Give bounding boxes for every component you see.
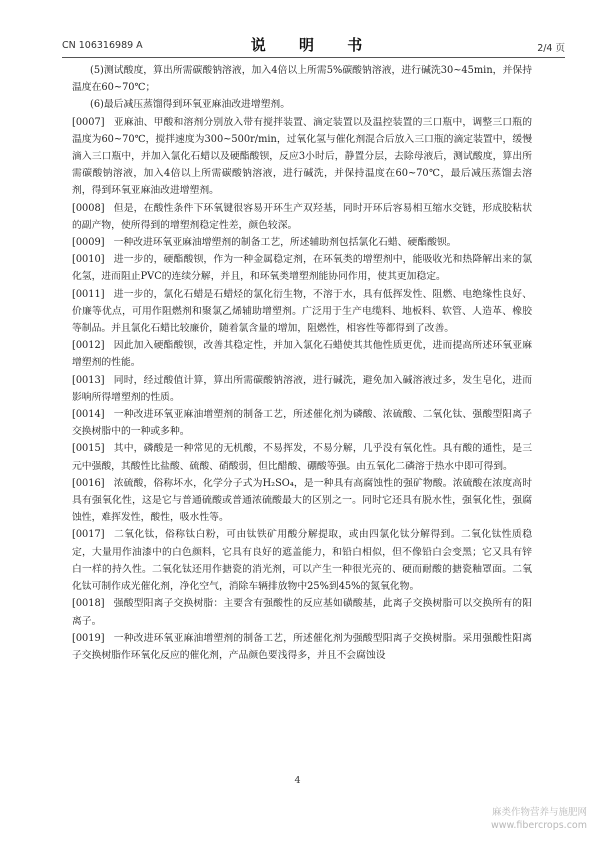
page-title: 说 明 书 bbox=[250, 36, 377, 54]
paragraph bbox=[72, 475, 532, 527]
paragraph bbox=[72, 406, 532, 440]
paragraph-text: 一种改进环氧亚麻油增塑剂的制备工艺，所述辅助剂包括氯化石蜡、硬酯酸钡。 bbox=[113, 237, 457, 249]
paragraph-number: [0015] bbox=[72, 443, 105, 455]
paragraph-text: 进一步的，氯化石蜡是石蜡烃的氯化衍生物，不溶于水，具有低挥发性、阻燃、电绝缘性良好、价廉等优点，可用作阻燃剂和聚氯乙烯辅助增塑剂。广泛用于生产电缆料、地板料、软管、人造革、橡胶等制品。并且氯化石蜡比较廉价，随着氯含量的增加，阻燃性，相容性等都得到了改善。 bbox=[72, 288, 532, 335]
document-body bbox=[72, 62, 532, 664]
paragraph bbox=[72, 286, 532, 338]
paragraph-number: [0018] bbox=[72, 598, 105, 610]
paragraph bbox=[72, 200, 532, 234]
paragraph-number: [0009] bbox=[72, 237, 105, 249]
paragraph-number: [0012] bbox=[72, 340, 105, 352]
paragraph-text: 一种改进环氧亚麻油增塑剂的制备工艺，所述催化剂为磷酸、浓硫酸、二氧化钛、强酸型阳离子交换树脂中的一种或多种。 bbox=[72, 409, 532, 438]
paragraph bbox=[72, 234, 532, 251]
paragraph-number: [0019] bbox=[72, 632, 105, 644]
paragraph-number: [0017] bbox=[72, 529, 105, 541]
page-header bbox=[62, 34, 565, 54]
watermark-url: www.fibercrops.com bbox=[490, 820, 587, 831]
paragraph-text: 但是，在酸性条件下环氧键很容易开环生产双羟基，同时开环后容易相互缩水交链，形成胶粘状的副产物，使所得到的增塑剂稳定性差，颜色较深。 bbox=[72, 202, 532, 231]
paragraph bbox=[72, 595, 532, 629]
paragraph bbox=[72, 372, 532, 406]
paragraph-number: [0011] bbox=[72, 288, 105, 300]
paragraph-text: 浓硫酸，俗称坏水，化学分子式为H₂SO₄，是一种具有高腐蚀性的强矿物酸。浓硫酸在浓度高时具有强氧化性，这是它与普通硫酸或普通浓硫酸最大的区别之一。同时它还具有脱水性，强氧化性，强腐蚀性，难挥发性，酸性，吸水性等。 bbox=[72, 477, 532, 524]
page-number: 4 bbox=[294, 775, 301, 786]
paragraph-text: 因此加入硬酯酸钡，改善其稳定性，并加入氯化石蜡使其其他性质更优，进而提高所述环氧亚麻增塑剂的性能。 bbox=[72, 340, 532, 369]
paragraph-text: (6)最后减压蒸馏得到环氧亚麻油改进增塑剂。 bbox=[90, 99, 291, 111]
paragraph bbox=[72, 526, 532, 595]
paragraph bbox=[72, 337, 532, 371]
site-watermark bbox=[491, 806, 587, 832]
watermark-title: 麻类作物营养与施肥网 bbox=[491, 807, 587, 818]
paragraph bbox=[72, 630, 532, 664]
document-id: CN 106316989 A bbox=[62, 40, 143, 51]
paragraph bbox=[72, 62, 532, 96]
paragraph-number: [0008] bbox=[72, 202, 105, 214]
paragraph-text: 亚麻油、甲酸和溶剂分别放入带有搅拌装置、滴定装置以及温控装置的三口瓶中，调整三口瓶的温度为60~70℃，搅拌速度为300~500r/min，过氧化氢与催化剂混合后放入三口瓶的滴定装置中，缓慢滴入三口瓶中，并加入氯化石蜡以及硬酯酸钡，反应3小时后，静置分层，去除母液后，测试酸度，算出所需碳酸钠溶液，加入4倍以上所需碳酸钠溶液，进行碱洗，并保持温度在60~70℃，最后减压蒸馏去溶剂，得到环氧亚麻油改进增塑剂。 bbox=[72, 116, 532, 197]
paragraph-text: 强酸型阳离子交换树脂：主要含有强酸性的反应基如磺酸基，此离子交换树脂可以交换所有的阳离子。 bbox=[72, 598, 532, 627]
paragraph-number: [0007] bbox=[72, 116, 105, 128]
page-indicator: 2/4 页 bbox=[537, 43, 565, 54]
paragraph-text: 同时，经过酸值计算，算出所需碳酸钠溶液，进行碱洗，避免加入碱溶液过多，发生皂化，进而影响所得增塑剂的性质。 bbox=[72, 374, 532, 403]
paragraph bbox=[72, 114, 532, 200]
paragraph-text: 一种改进环氧亚麻油增塑剂的制备工艺，所述催化剂为强酸型阳离子交换树脂。采用强酸性阳离子交换树脂作环氧化反应的催化剂，产品颜色要浅得多，并且不会腐蚀设 bbox=[72, 632, 532, 661]
header-divider bbox=[62, 57, 565, 58]
paragraph-text: 其中，磷酸是一种常见的无机酸，不易挥发，不易分解，几乎没有氧化性。具有酸的通性，是三元中强酸，其酸性比盐酸、硫酸、硝酸弱，但比醋酸、硼酸等强。由五氧化二磷溶于热水中即可得到。 bbox=[72, 443, 532, 472]
paragraph-number: [0014] bbox=[72, 409, 105, 421]
paragraph bbox=[72, 96, 532, 113]
paragraph bbox=[72, 251, 532, 285]
paragraph-text: (5)测试酸度，算出所需碳酸钠溶液，加入4倍以上所需5%碳酸钠溶液，进行碱洗30~45min，并保持温度在60~70℃； bbox=[72, 65, 532, 94]
paragraph-number: [0010] bbox=[72, 254, 105, 266]
paragraph-text: 二氧化钛，俗称钛白粉，可由钛铁矿用酸分解提取，或由四氯化钛分解得到。二氧化钛性质稳定，大量用作油漆中的白色颜料，它具有良好的遮盖能力，和铅白相似，但不像铅白会变黑；它又具有锌白一样的持久性。二氧化钛还用作搪瓷的消光剂，可以产生一种很光亮的、硬而耐酸的搪瓷釉罩面。二氧化钛可制作成光催化剂，净化空气，消除车辆排放物中25%到45%的氮氧化物。 bbox=[72, 529, 532, 593]
paragraph-number: [0013] bbox=[72, 374, 105, 386]
paragraph bbox=[72, 440, 532, 474]
paragraph-number: [0016] bbox=[72, 477, 105, 489]
paragraph-text: 进一步的，硬酯酸钡，作为一种金属稳定剂，在环氧类的增塑剂中，能吸收光和热降解出来的氯化氢，进而阻止PVC的连续分解，并且，和环氧类增塑剂能协同作用，使其更加稳定。 bbox=[72, 254, 532, 283]
